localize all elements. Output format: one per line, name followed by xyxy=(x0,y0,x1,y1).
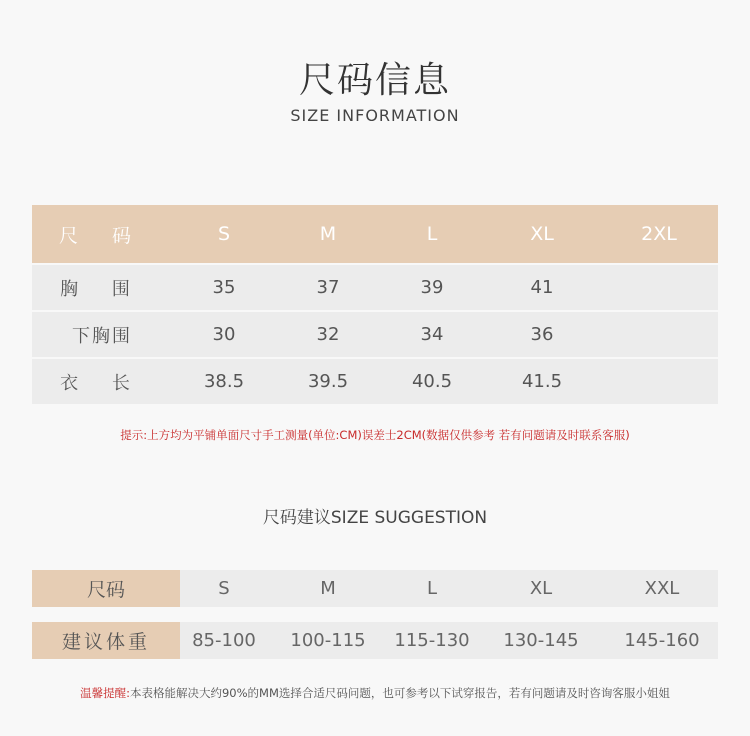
table-cell: 41.5 xyxy=(521,371,563,392)
table-row xyxy=(32,570,718,607)
table-cell: 41 xyxy=(530,277,554,298)
page-title: 尺码信息 xyxy=(298,60,451,101)
table-cell: 35 xyxy=(212,277,236,298)
table-cell: 39.5 xyxy=(307,371,349,392)
header-cell: L xyxy=(426,223,438,245)
row-label: 胸 围 xyxy=(60,278,144,300)
row-label: 尺码 xyxy=(32,570,180,607)
page-subtitle: SIZE INFORMATION xyxy=(290,106,460,125)
suggestion-table xyxy=(32,570,718,659)
table-cell: XXL xyxy=(644,578,680,599)
warm-reminder xyxy=(0,685,750,701)
table-cell: 37 xyxy=(316,277,340,298)
suggestion-title: 尺码建议SIZE SUGGESTION xyxy=(262,508,488,528)
table-cell: 34 xyxy=(420,324,444,345)
table-cell: S xyxy=(218,578,230,599)
size-table xyxy=(32,205,718,404)
table-cell: M xyxy=(320,578,336,599)
warm-reminder-text: 本表格能解决大约90%的MM选择合适尺码问题，也可参考以下试穿报告，若有问题请及时咨询客服小姐姐 xyxy=(129,686,670,700)
table-cell: XL xyxy=(529,578,553,599)
row-label: 衣 长 xyxy=(60,372,144,394)
table-row xyxy=(32,310,718,357)
table-cell: 85-100 xyxy=(192,630,256,651)
table-cell: 115-130 xyxy=(394,630,470,651)
table-cell: 40.5 xyxy=(411,371,453,392)
table-row xyxy=(32,357,718,404)
table-row xyxy=(32,622,718,659)
size-table-header xyxy=(32,205,718,263)
row-label: 建议体重 xyxy=(32,622,180,659)
header-cell: S xyxy=(217,223,231,245)
table-cell: 36 xyxy=(530,324,554,345)
table-cell: 145-160 xyxy=(624,630,700,651)
warm-reminder-prefix: 温馨提醒: xyxy=(80,686,130,700)
header-cell: 2XL xyxy=(641,223,677,245)
table-cell: 130-145 xyxy=(503,630,579,651)
table-cell: L xyxy=(426,578,438,599)
table-cell: 30 xyxy=(212,324,236,345)
table-cell: 100-115 xyxy=(290,630,366,651)
row-label: 下胸围 xyxy=(72,325,132,347)
table-cell: 39 xyxy=(420,277,444,298)
table-row xyxy=(32,263,718,310)
table-cell: 32 xyxy=(316,324,340,345)
header-cell: M xyxy=(319,223,337,245)
header-cell: 尺 码 xyxy=(58,224,146,247)
measurement-note: 提示:上方均为平铺单面尺寸手工测量(单位:CM)误差士2CM(数据仅供参考 若有问题请及时联系客服) xyxy=(120,428,630,442)
table-cell: 38.5 xyxy=(203,371,245,392)
header-cell: XL xyxy=(530,223,554,245)
